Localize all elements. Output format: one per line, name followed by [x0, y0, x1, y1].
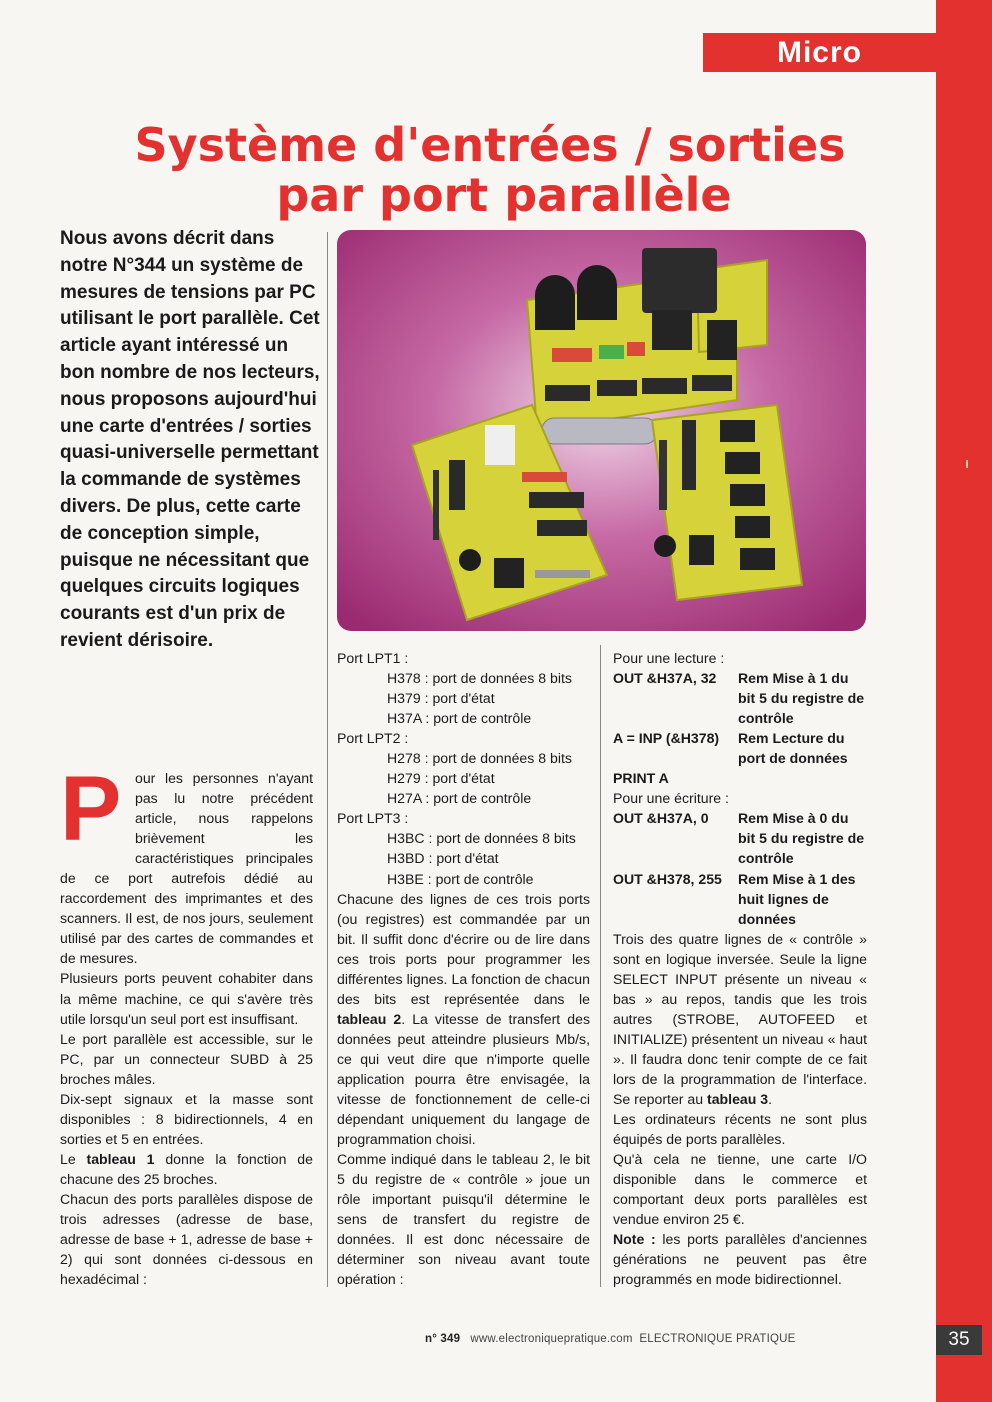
title-line-2: par port parallèle: [276, 168, 732, 222]
port-entry: H3BC : port de données 8 bits: [387, 830, 576, 847]
code-remark: Rem Mise à 1 des huit lignes de données: [738, 870, 856, 927]
col1-paragraph-6: Chacun des ports parallèles dispose de trois adresses (adresse de base, adresse de base + 1, adresse de base + 2) qui sont données ci-dessous en hexadécimal :: [60, 1190, 313, 1288]
print-statement: PRINT A: [613, 770, 669, 787]
magazine-name: ELECTRONIQUE PRATIQUE: [639, 1333, 796, 1345]
title-line-1: Système d'entrées / sorties: [134, 118, 846, 172]
right-red-strip: [936, 0, 992, 1402]
code-row: [613, 808, 867, 868]
write-label: Pour une écriture :: [613, 790, 729, 807]
column-1: [60, 758, 313, 1289]
port-entry: H27A : port de contrôle: [387, 790, 532, 807]
article-title: [40, 120, 920, 220]
column-rule-right: [600, 645, 601, 1287]
issue-number: n° 349: [425, 1333, 461, 1345]
page-footer: [425, 1333, 796, 1345]
port-list: [337, 648, 590, 889]
col1-paragraph-1: our les personnes n'ayant pas lu notre précédent article, nous rappelons brièvement les caractéristiques principales de ce port autrefois dédié au raccordement des imprimantes et des scanners. Il est, de nos jours, seulement utilisé par des cartes de commandes et de mesures.: [60, 770, 313, 967]
col2-paragraph-1: Chacune des lignes de ces trois ports (ou registres) est commandée par un bit. Il suffit donc d'écrire ou de lire dans ces trois ports pour programmer les différentes lignes. La fonction de chacun des bits est représentée dans le tableau 2. La vitesse de transfert des données peut atteindre plusieurs Mb/s, ce qui veut dire que n'importe quelle application pourra être envisagée, la vitesse de fonctionnement de celle-ci dépendant uniquement du langage de programmation choisi.: [337, 890, 590, 1148]
port-entry: H37A : port de contrôle: [387, 710, 532, 727]
col3-paragraph-2: Les ordinateurs récents ne sont plus équipés de ports parallèles.: [613, 1111, 867, 1148]
code-command: OUT &H37A, 0: [613, 810, 709, 827]
column-3: [613, 648, 867, 1290]
port-name: Port LPT2 :: [337, 730, 409, 747]
port-entry: H3BD : port d'état: [387, 850, 499, 867]
drop-cap: P: [60, 758, 122, 860]
section-tab: Micro: [703, 33, 936, 72]
code-remark: Rem Lecture du port de données: [738, 730, 848, 767]
port-entry: H378 : port de données 8 bits: [387, 670, 572, 687]
col3-paragraph-4: Note : les ports parallèles d'anciennes générations ne peuvent pas être programmés en mode bidirectionnel.: [613, 1231, 867, 1288]
col1-paragraph-2: Plusieurs ports peuvent cohabiter dans la même machine, ce qui s'avère très utile lorsqu'un seul port est insuffisant.: [60, 970, 313, 1027]
code-command: OUT &H378, 255: [613, 870, 722, 887]
code-remark: Rem Mise à 0 du bit 5 du registre de contrôle: [738, 810, 865, 867]
port-name: Port LPT1 :: [337, 650, 409, 666]
column-2: [337, 648, 590, 1290]
port-entry: H3BE : port de contrôle: [387, 870, 534, 887]
website-url: www.electroniquepratique.com: [470, 1333, 633, 1345]
intro-paragraph: Nous avons décrit dans notre N°344 un système de mesures de tensions par PC utilisant le port parallèle. Cet article ayant intéressé un bon nombre de nos lecteurs, nous proposons aujourd'hui une carte d'entrées / sorties quasi-universelle permettant la commande de systèmes divers. De plus, cette carte de conception simple, puisque ne nécessitant que quelques circuits logiques courants est d'un prix de revient dérisoire.: [60, 228, 320, 651]
port-entry: H278 : port de données 8 bits: [387, 750, 572, 767]
port-entry: H279 : port d'état: [387, 770, 495, 787]
col3-paragraph-1: Trois des quatre lignes de « contrôle » sont en logique inversée. Seule la ligne SELECT INPUT présente un niveau « bas » au repos, tandis que les trois autres (STROBE, AUTOFEED et INITIALIZE) présentent un niveau « haut ». Il faudra donc tenir compte de ce fait lors de la programmation de l'interface. Se reporter au tableau 3.: [613, 930, 867, 1108]
code-command: A = INP (&H378): [613, 730, 720, 747]
circuit-board-illustration: [337, 230, 866, 631]
code-row: [613, 869, 867, 929]
circuit-board-photo: [337, 230, 866, 631]
col1-paragraph-4: Dix-sept signaux et la masse sont disponibles : 8 bidirectionnels, 4 en sorties et 5 en entrées.: [60, 1090, 313, 1147]
code-remark: Rem Mise à 1 du bit 5 du registre de contrôle: [738, 670, 865, 727]
port-name: Port LPT3 :: [337, 810, 409, 827]
col2-paragraph-2: Comme indiqué dans le tableau 2, le bit 5 du registre de « contrôle » joue un rôle important puisqu'il détermine le sens de transfert du registre de données. Il est donc nécessaire de déterminer son niveau avant toute opération :: [337, 1151, 590, 1288]
code-row: [613, 668, 867, 728]
read-label: Pour une lecture :: [613, 650, 725, 666]
port-entry: H379 : port d'état: [387, 690, 495, 707]
col1-paragraph-5: Le tableau 1 donne la fonction de chacune des 25 broches.: [60, 1150, 313, 1187]
column-rule-left: [327, 232, 328, 1287]
col1-paragraph-3: Le port parallèle est accessible, sur le PC, par un connecteur SUBD à 25 broches mâles.: [60, 1030, 313, 1087]
page-number: 35: [936, 1325, 982, 1355]
code-command: OUT &H37A, 32: [613, 670, 717, 687]
col3-paragraph-3: Qu'à cela ne tienne, une carte I/O disponible dans le commerce et comportant deux ports parallèles est vendue environ 25 €.: [613, 1151, 867, 1228]
code-row: [613, 728, 867, 768]
